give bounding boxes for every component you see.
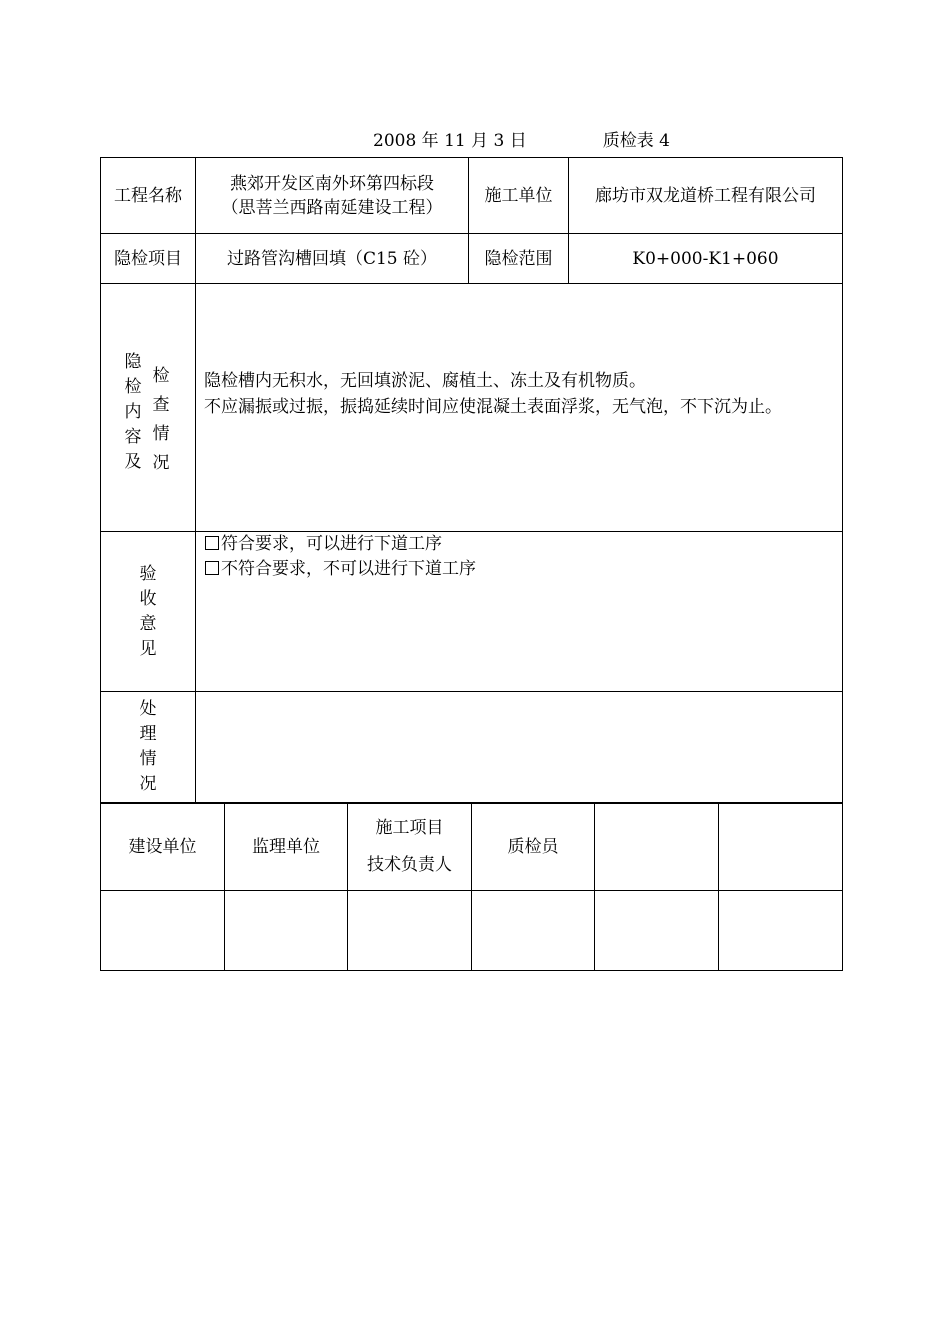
inspection-row [101,284,843,532]
technical-lead-line2: 技术负责人 [367,855,452,875]
hidden-item-label: 隐检项目 [101,234,196,284]
inspection-date: 2008 年 11 月 3 日 [373,131,527,151]
signature-row [101,891,843,971]
form-header [373,126,670,151]
signature-extra-1 [595,804,719,891]
inspection-label-cell [101,284,196,532]
acceptance-content [196,532,843,692]
acceptance-option-1[interactable] [205,532,842,557]
signature-header-row [101,804,843,891]
project-name-line1: 燕郊开发区南外环第四标段 [230,173,434,194]
inspection-content [196,284,843,532]
inspection-form-table [100,157,843,803]
checkbox-icon[interactable] [205,561,219,575]
signature-table [100,803,843,971]
project-name-line2: （思菩兰西路南延建设工程） [221,197,443,218]
construction-unit-label: 施工单位 [469,158,569,234]
quality-inspector-label: 质检员 [472,804,595,891]
signature-cell[interactable] [472,891,595,971]
supervision-unit-label: 监理单位 [225,804,348,891]
hidden-item-value: 过路管沟槽回填（C15 砼） [196,234,469,284]
project-name-row [101,158,843,234]
acceptance-label-cell [101,532,196,692]
signature-cell[interactable] [595,891,719,971]
project-name-label: 工程名称 [101,158,196,234]
signature-extra-2 [719,804,843,891]
acceptance-option-2-text: 不符合要求，不可以进行下道工序 [221,559,476,579]
handling-row [101,692,843,803]
signature-cell[interactable] [719,891,843,971]
inspection-line-1: 隐检槽内无积水，无回填淤泥、腐植土、冻土及有机物质。 [204,370,646,391]
checkbox-icon[interactable] [205,536,219,550]
technical-lead-line1: 施工项目 [375,818,444,838]
inspection-label-col-a: 隐检内容及 [124,352,142,472]
project-name-value [196,158,469,234]
construction-owner-label: 建设单位 [101,804,225,891]
inspection-line-2: 不应漏振或过振，振捣延续时间应使混凝土表面浮浆，无气泡，不下沉为止。 [204,396,782,417]
acceptance-label: 验收意见 [139,563,157,659]
inspection-label-col-b: 检查情况 [152,366,170,473]
signature-cell[interactable] [348,891,472,971]
signature-cell[interactable] [101,891,225,971]
hidden-range-label: 隐检范围 [469,234,569,284]
acceptance-row [101,532,843,692]
acceptance-option-2[interactable] [205,557,842,582]
handling-content [196,692,843,803]
acceptance-option-1-text: 符合要求，可以进行下道工序 [221,534,442,554]
handling-label-cell [101,692,196,803]
handling-label: 处理情况 [139,699,157,794]
construction-unit-value: 廊坊市双龙道桥工程有限公司 [569,158,843,234]
hidden-range-value: K0+000-K1+060 [569,234,843,284]
signature-cell[interactable] [225,891,348,971]
form-number: 质检表 4 [602,131,670,151]
technical-lead-label [348,804,472,891]
hidden-item-row [101,234,843,284]
